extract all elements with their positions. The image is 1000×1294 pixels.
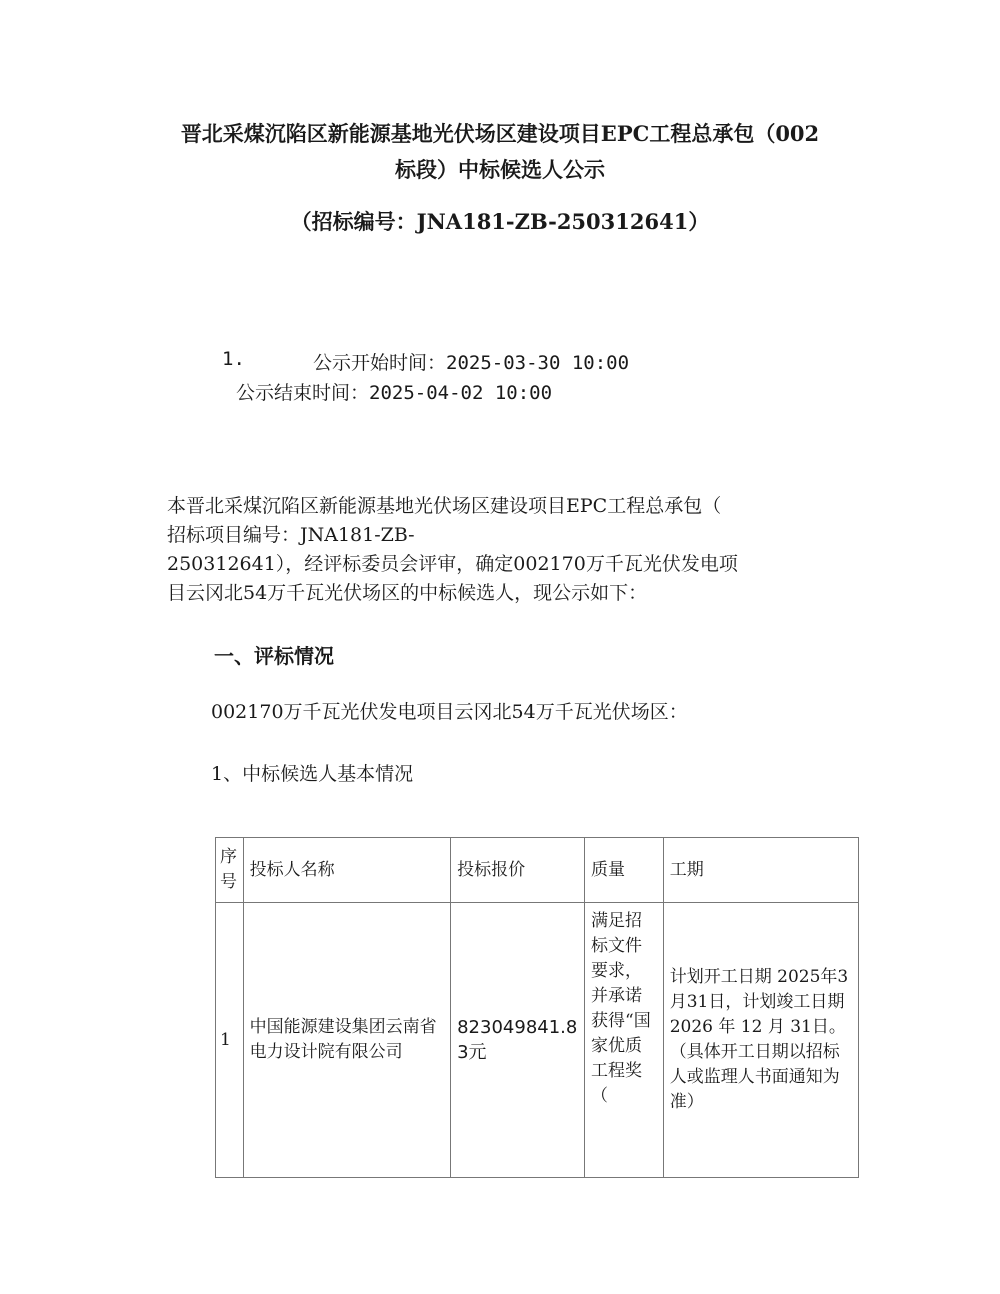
- section-subject: 002170万千瓦光伏发电项目云冈北54万千瓦光伏场区：: [211, 701, 688, 723]
- section-heading: 一、评标情况: [214, 644, 334, 668]
- document-title: [100, 116, 900, 188]
- header-quality: 质量: [585, 838, 664, 903]
- header-bidder: 投标人名称: [243, 838, 451, 903]
- document-title-line2: 标段）中标候选人公示: [395, 157, 605, 182]
- intro-line: 目云冈北54万千瓦光伏场区的中标候选人，现公示如下：: [167, 582, 648, 604]
- subsection-heading: 1、中标候选人基本情况: [211, 763, 414, 785]
- cell-bidder: 中国能源建设集团云南省电力设计院有限公司: [243, 903, 451, 1178]
- header-period: 工期: [663, 838, 858, 903]
- cell-quality: 满足招标文件要求，并承诺获得“国家优质工程奖（: [585, 903, 664, 1178]
- intro-line: 250312641），经评标委员会评审，确定002170万千瓦光伏发电项: [167, 553, 738, 575]
- notice-item-number: 1.: [222, 348, 245, 370]
- notice-end-time: 公示结束时间：2025-04-02 10:00: [236, 382, 553, 404]
- header-no: 序号: [216, 838, 244, 903]
- cell-no: 1: [216, 903, 244, 1178]
- table-header-row: [216, 838, 859, 903]
- table-row: [216, 903, 859, 1178]
- bid-number: （招标编号：JNA181-ZB-250312641）: [290, 209, 710, 234]
- header-price: 投标报价: [451, 838, 585, 903]
- document-title-line1: 晋北采煤沉陷区新能源基地光伏场区建设项目EPC工程总承包（002: [180, 121, 820, 146]
- candidate-table: [215, 837, 859, 1178]
- cell-period: 计划开工日期 2025年3月31日，计划竣工日期 2026 年 12 月 31日。（具体开工日期以招标人或监理人书面通知为准）: [663, 903, 858, 1178]
- intro-line: 本晋北采煤沉陷区新能源基地光伏场区建设项目EPC工程总承包（: [167, 495, 722, 517]
- cell-price: 823049841.83元: [451, 903, 585, 1178]
- notice-start-time: 公示开始时间：2025-03-30 10:00: [313, 352, 630, 374]
- intro-paragraph: [167, 492, 738, 608]
- intro-line: 招标项目编号：JNA181-ZB-: [167, 524, 415, 546]
